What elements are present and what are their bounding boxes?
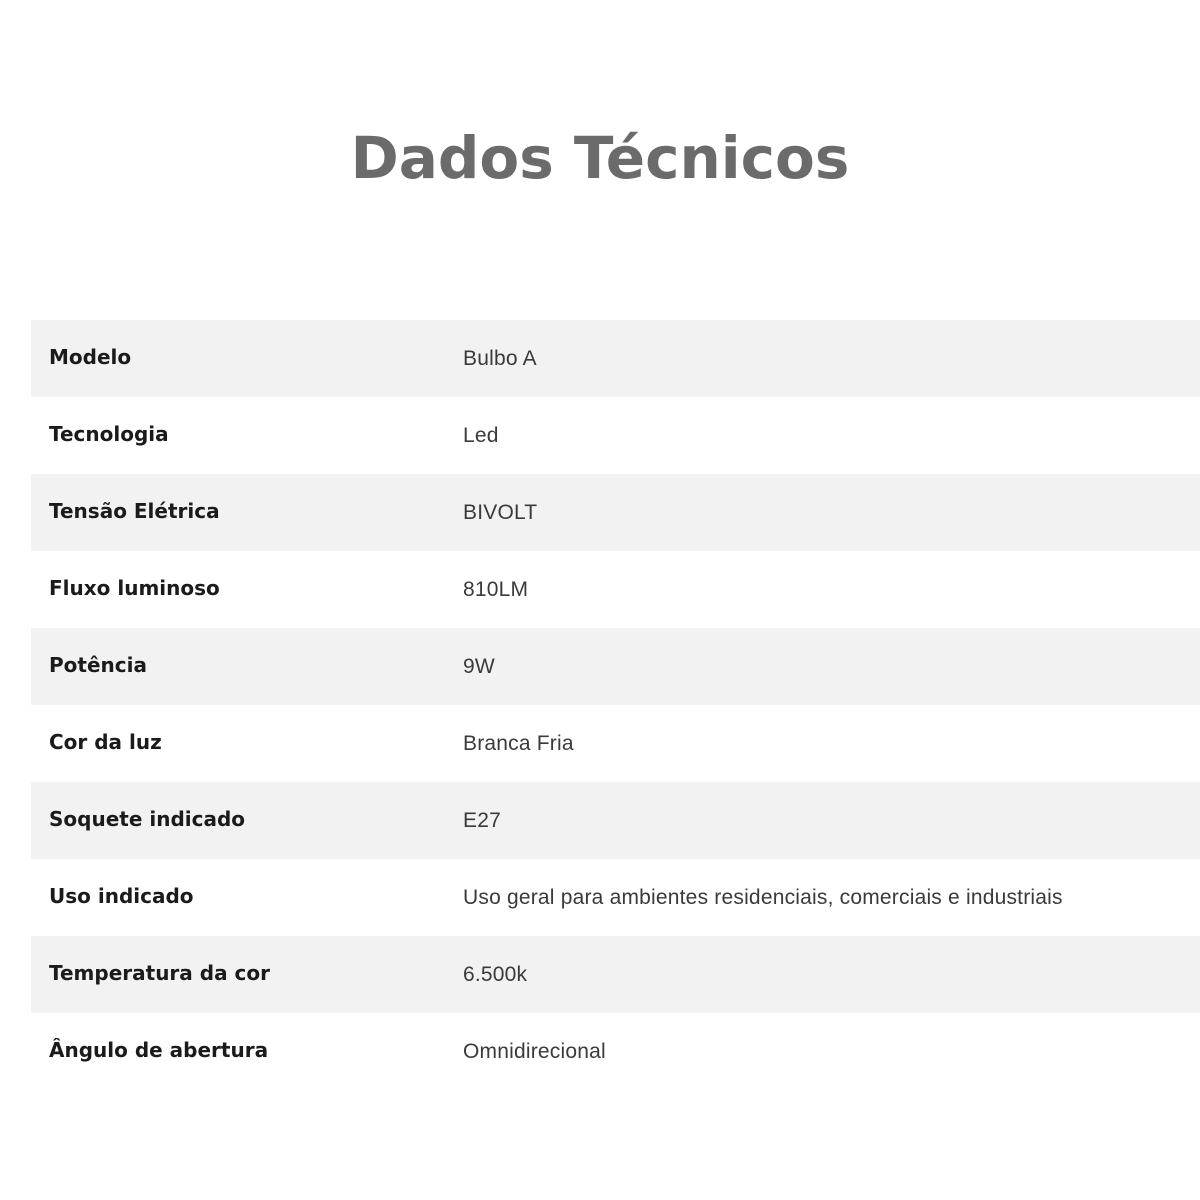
spec-label: Tensão Elétrica: [49, 498, 220, 523]
spec-row-cor-da-luz: [31, 705, 1200, 782]
spec-value: Led: [463, 423, 499, 447]
spec-value: 810LM: [463, 577, 529, 601]
spec-table: [31, 320, 1200, 1090]
spec-value: Bulbo A: [463, 346, 537, 370]
spec-label: Ângulo de abertura: [49, 1037, 269, 1062]
spec-value: BIVOLT: [463, 500, 538, 524]
spec-label: Fluxo luminoso: [49, 575, 220, 600]
spec-label: Tecnologia: [49, 421, 169, 446]
spec-value: 9W: [463, 654, 495, 678]
spec-label: Uso indicado: [49, 883, 194, 908]
spec-value: E27: [463, 808, 501, 832]
spec-label: Potência: [49, 652, 147, 677]
spec-label: Cor da luz: [49, 729, 162, 754]
spec-row-tecnologia: [31, 397, 1200, 474]
spec-label: Modelo: [49, 344, 132, 369]
spec-label: Soquete indicado: [49, 806, 246, 831]
spec-value: Omnidirecional: [463, 1039, 606, 1063]
spec-value: Uso geral para ambientes residenciais, comerciais e industriais: [463, 885, 1063, 909]
page-title: Dados Técnicos: [350, 124, 850, 192]
spec-row-soquete-indicado: [31, 782, 1200, 859]
spec-row-potencia: [31, 628, 1200, 705]
spec-value: Branca Fria: [463, 731, 574, 755]
spec-row-temperatura-da-cor: [31, 936, 1200, 1013]
spec-value: 6.500k: [463, 962, 528, 986]
spec-row-angulo-de-abertura: [31, 1013, 1200, 1090]
spec-label: Temperatura da cor: [49, 960, 270, 985]
spec-row-tensao-eletrica: [31, 474, 1200, 551]
spec-row-fluxo-luminoso: [31, 551, 1200, 628]
spec-row-modelo: [31, 320, 1200, 397]
spec-row-uso-indicado: [31, 859, 1200, 936]
